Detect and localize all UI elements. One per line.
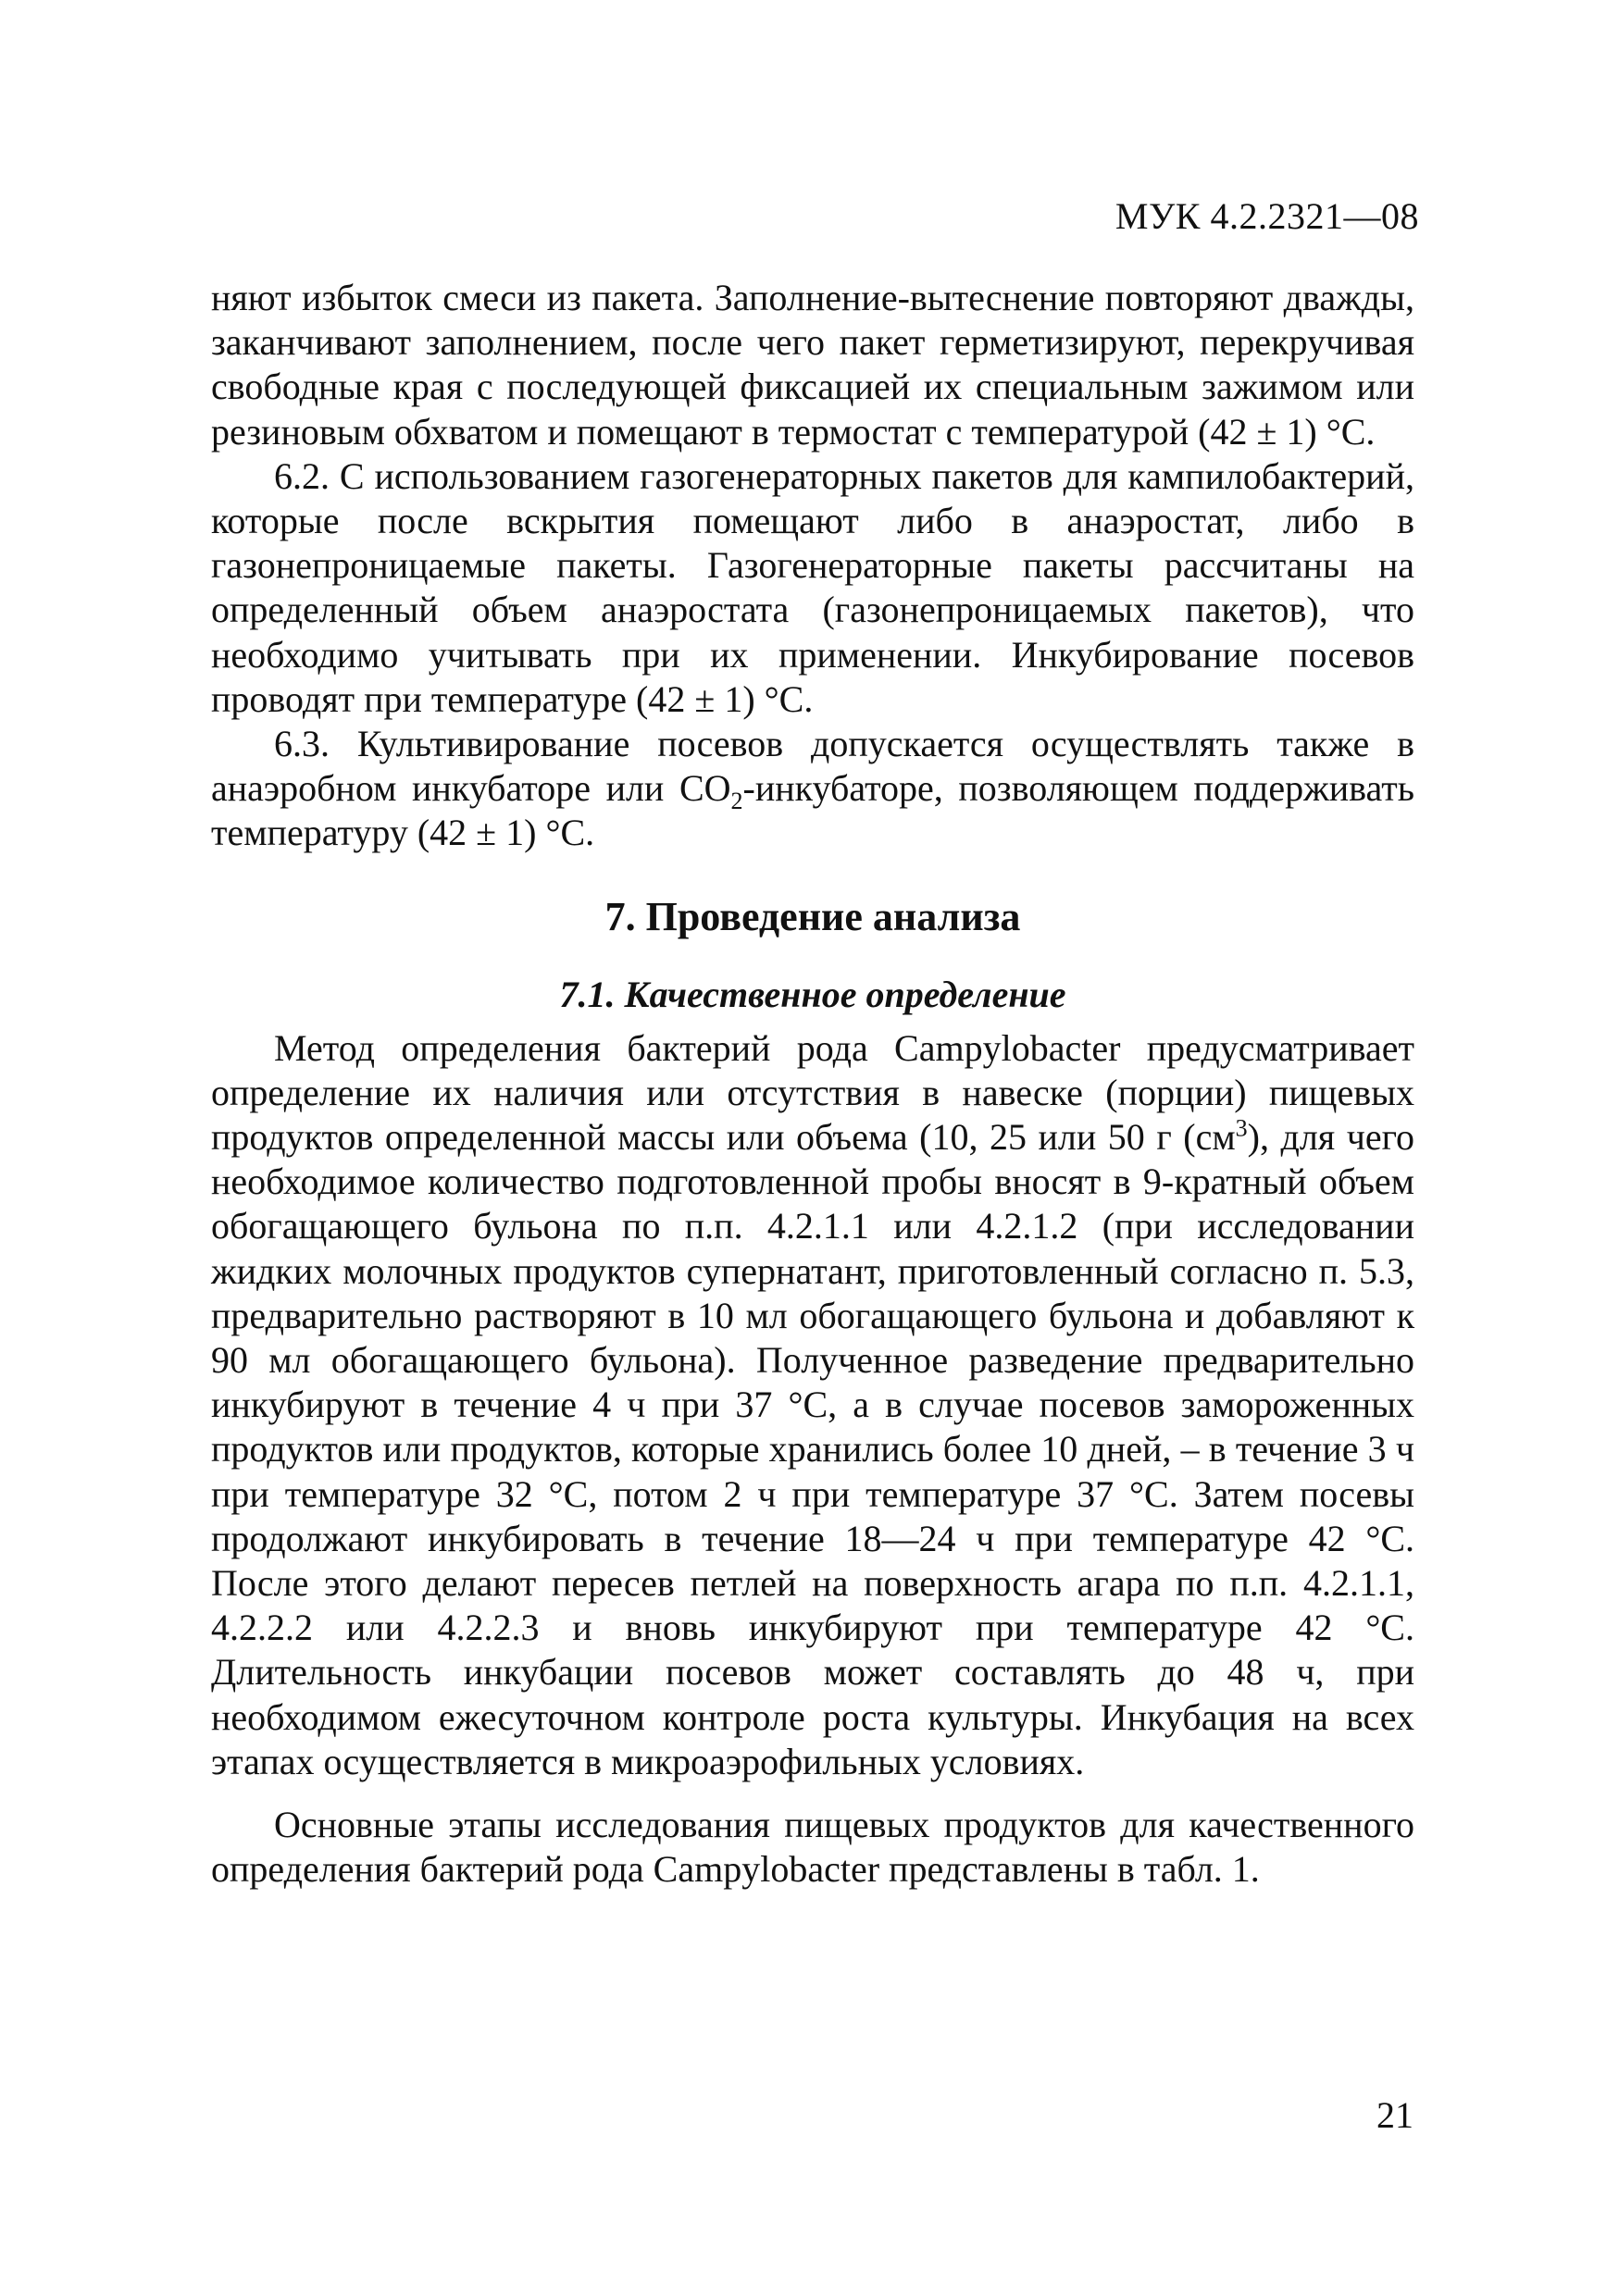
paragraph-method (211, 1026, 1414, 1784)
page-number: 21 (1376, 2094, 1414, 2136)
paragraph-6-3-text-b: -инкубаторе, позволяющем поддерживать температуру (42 ± 1) °С. (211, 767, 1414, 854)
paragraph-gap (211, 1784, 1414, 1803)
document-body (211, 276, 1414, 1893)
paragraph-method-text-b: ), для чего необходимое количество подготовленной пробы вносят в 9-кратный объем обогащающего бульона по п.п. 4.2.1.1 или 4.2.1.2 (при исследовании жидких молочных продуктов супернатант, приготовленный согласно п. 5.3, предварительно растворяют в 10 мл обогащающего бульона и добавляют к 90 мл обогащающего бульона). Полученное разведение предварительно инкубируют в течение 4 ч при 37 °С, а в случае посевов замороженных продуктов или продуктов, которые хранились более 10 дней, – в течение 3 ч при температуре 32 °С, потом 2 ч при температуре 37 °С. Затем посевы продолжают инкубировать в течение 18—24 ч при температуре 42 °С. После этого делают пересев петлей на поверхность агара по п.п. 4.2.1.1, 4.2.2.2 или 4.2.2.3 и вновь инкубируют при температуре 42 °С. Длительность инкубации посевов может составлять до 48 ч, при необходимом ежесуточном контроле роста культуры. Инкубация на всех этапах осуществляется в микроаэрофильных условиях. (211, 1116, 1414, 1782)
paragraph-6-2: 6.2. С использованием газогенераторных пакетов для кампилобактерий, которые после вскрытия помещают либо в анаэростат, либо в газонепроницаемые пакеты. Газогенераторные пакеты рассчитаны на определенный объем анаэростата (газонепроницаемых пакетов), что необходимо учитывать при их применении. Инкубирование посевов проводят при температуре (42 ± 1) °С. (211, 454, 1414, 720)
co2-subscript: 2 (730, 788, 743, 815)
paragraph-method-text-a: Метод определения бактерий рода Campylobacter предусматривает определение их наличия или отсутствия в навеске (порции) пищевых продуктов определенной массы или объема (10, 25 или 50 г (см (211, 1026, 1414, 1159)
paragraph-6-3-text-a: 6.3. Культивирование посевов допускается осуществлять также в анаэробном инкубаторе или СО (211, 723, 1414, 810)
paragraph-6-3 (211, 722, 1414, 856)
subsection-heading: 7.1. Качественное определение (559, 973, 1066, 1015)
cm3-superscript: 3 (1235, 1114, 1248, 1142)
section-heading: 7. Проведение анализа (604, 893, 1021, 939)
paragraph-continuation: няют избыток смеси из пакета. Заполнение-вытеснение повторяют дважды, заканчивают заполнением, после чего пакет герметизируют, перекручивая свободные края с последующей фиксацией их специальным зажимом или резиновым обхватом и помещают в термостат с температурой (42 ± 1) °С. (211, 277, 1414, 453)
document-code-header: МУК 4.2.2321—08 (1115, 195, 1419, 237)
paragraph-stages: Основные этапы исследования пищевых продуктов для качественного определения бактерий рода Campylobacter представлены в табл. 1. (211, 1804, 1414, 1891)
